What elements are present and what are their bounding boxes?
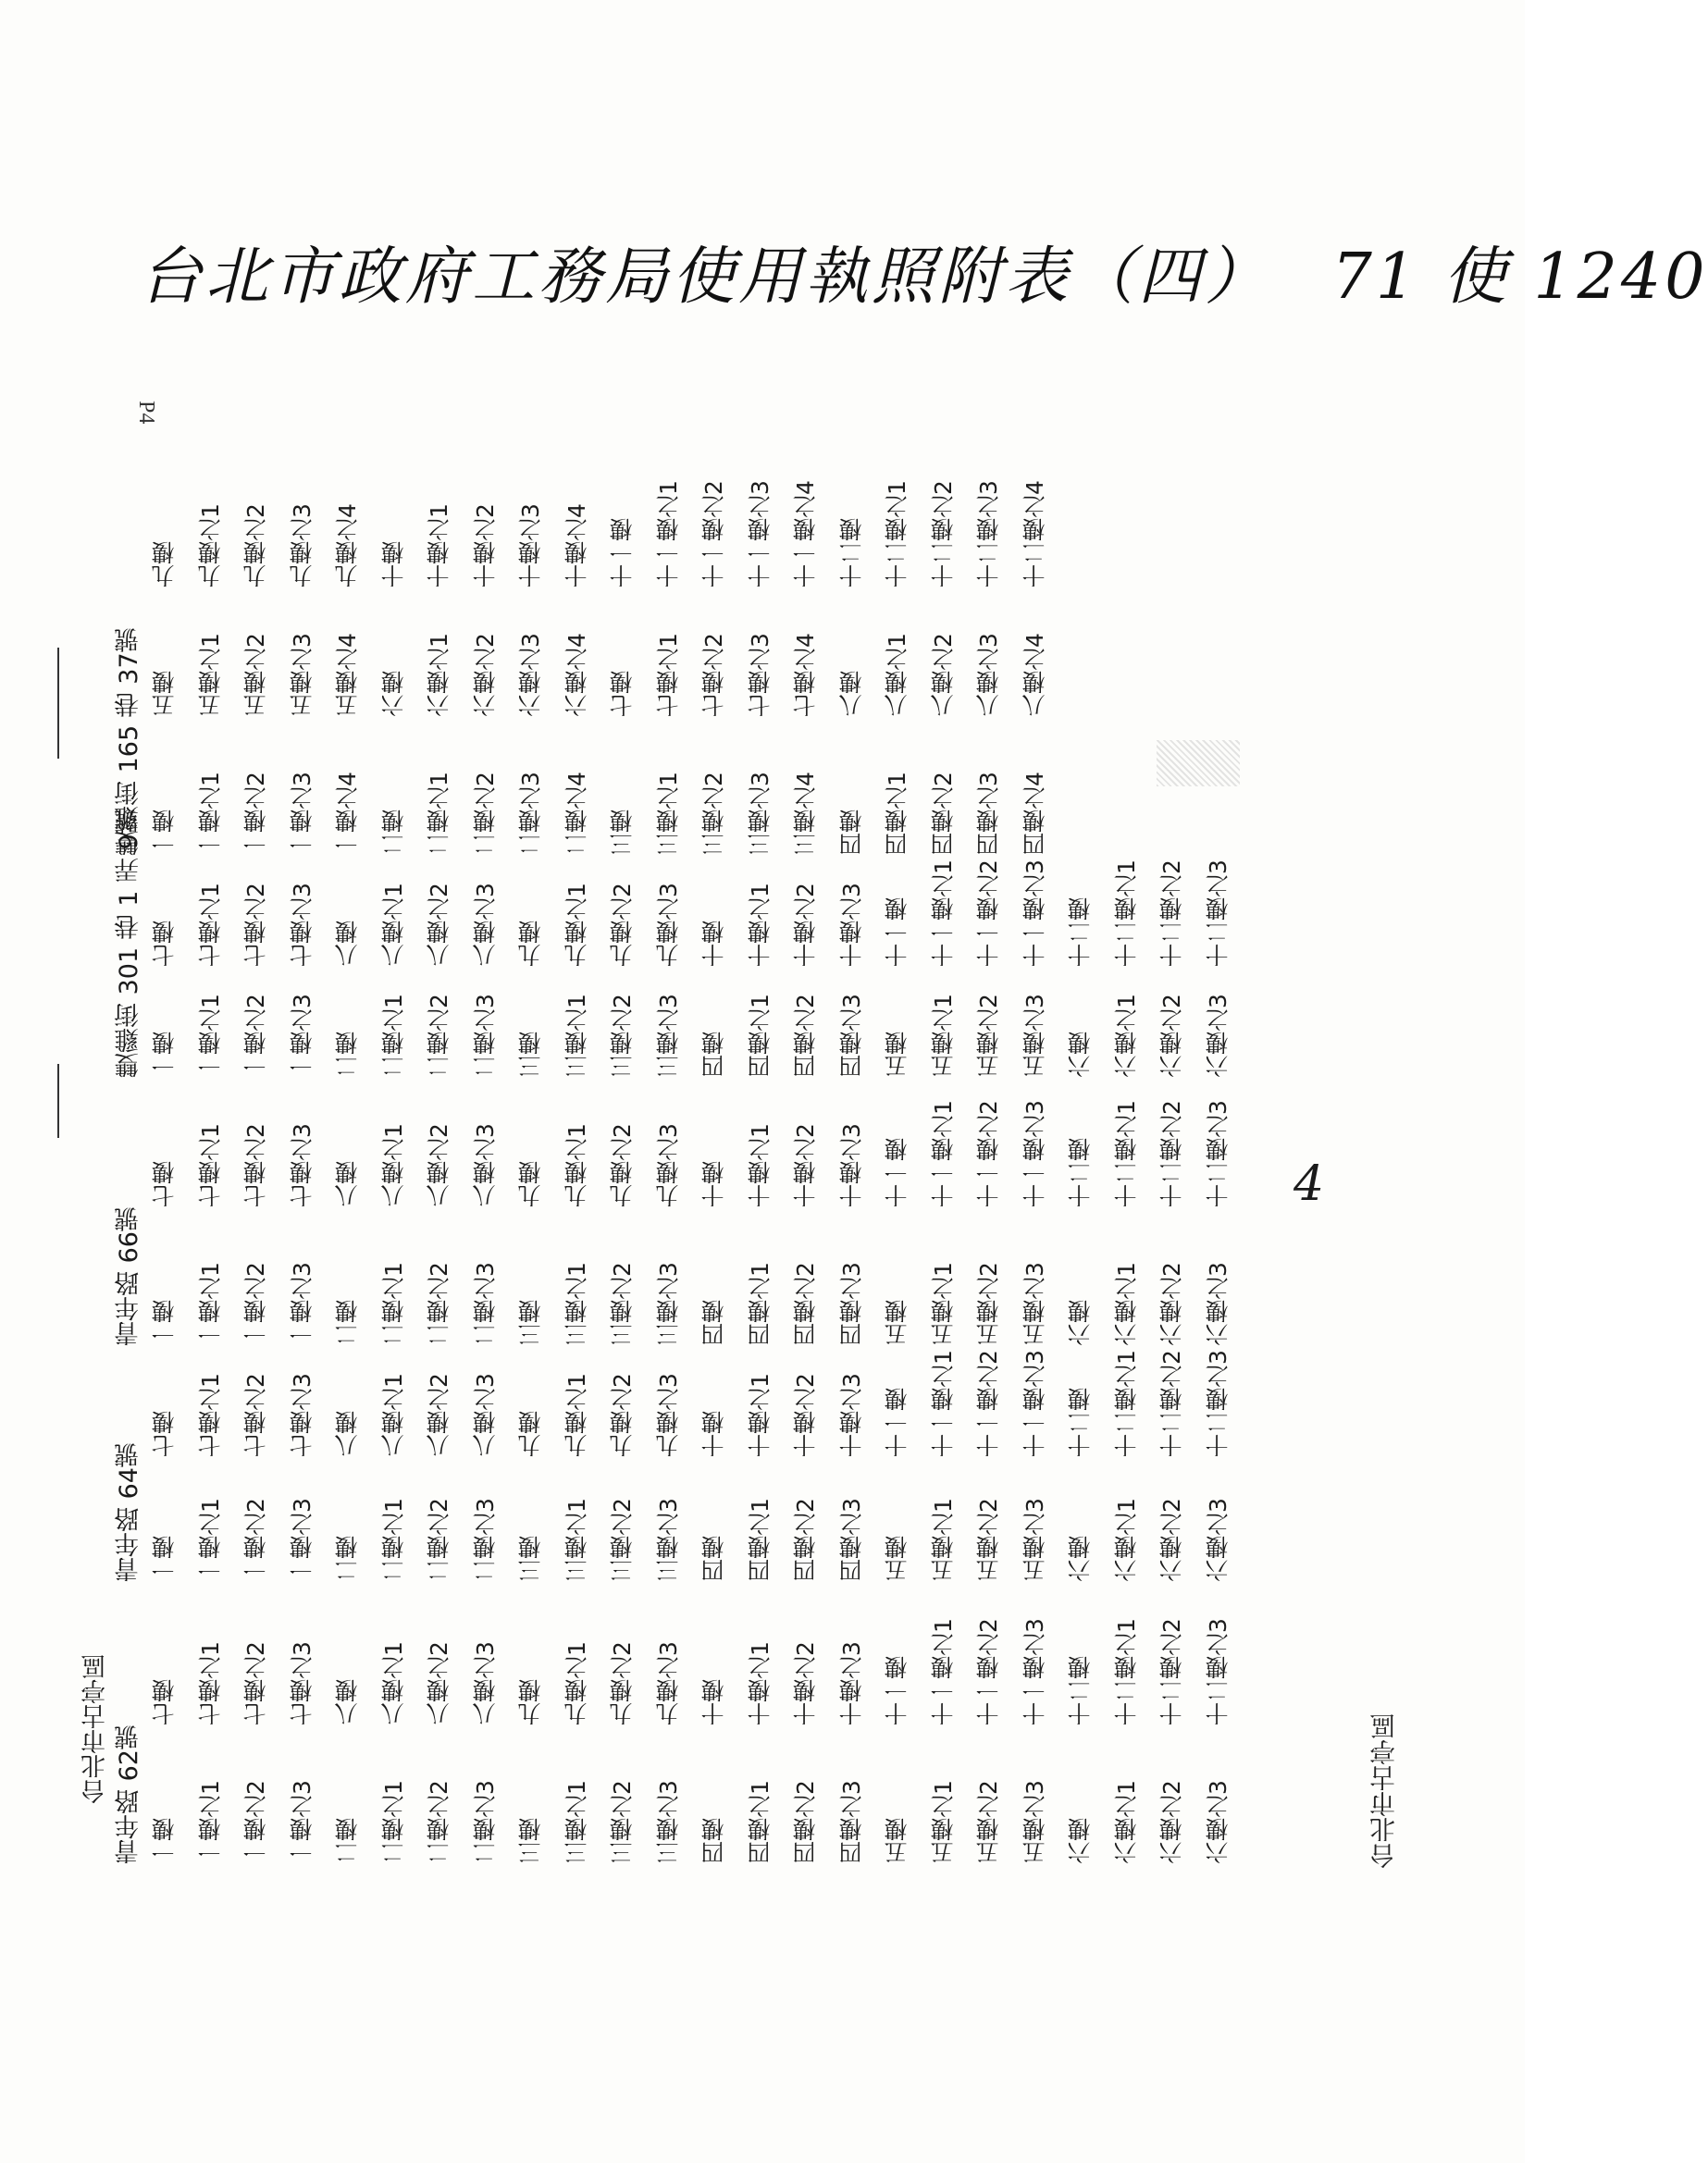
floor-label: 六樓 [1067,1300,1094,1346]
floor-label: 八樓之2 [426,1373,452,1457]
floor-label: 九樓 [517,921,544,967]
floor-label: 二樓之2 [426,1262,452,1346]
floor-label: 四樓之3 [837,1780,865,1864]
floor-label: 十一樓之3 [1021,1100,1048,1207]
floor-label: 八樓 [837,671,865,717]
floor-label: 一樓 [151,1032,178,1078]
floor-label: 六樓之1 [1112,1262,1140,1346]
floor-label: 十一樓之2 [975,859,1002,967]
floor-label: 八樓之1 [884,633,910,717]
floor-label: 二樓之1 [379,994,407,1078]
floor-label: 十樓 [700,1411,727,1457]
floor-label: 九樓之1 [196,503,224,587]
floor-label: 二樓 [379,810,407,856]
floor-label: 一樓之3 [288,1780,316,1864]
floor-label: 二樓之2 [426,1780,452,1864]
floor-label: 八樓 [334,1679,361,1725]
floor-label: 五樓之3 [288,633,316,717]
floor-label: 十樓之1 [746,883,774,967]
floor-label: 二樓之3 [471,1780,499,1864]
floor-label: 九樓之2 [609,883,636,967]
stamp-mark [1157,740,1240,786]
floor-label: 六樓之3 [517,633,544,717]
floor-label: 六樓之3 [1204,994,1231,1078]
floor-label: 十樓 [700,1679,727,1725]
floor-label: 八樓之2 [426,1641,452,1725]
floor-label: 三樓之1 [563,994,590,1078]
floor-label: 三樓之3 [654,1780,682,1864]
floor-label: 十二樓之1 [1112,1100,1140,1207]
floor-label: 十樓之2 [792,1641,819,1725]
floor-label: 十一樓之3 [1021,1618,1048,1725]
floor-label: 十二樓之2 [1158,1618,1185,1725]
floor-label: 八樓之3 [471,1641,499,1725]
page-number: P4 [134,401,158,425]
floor-label: 三樓之2 [609,1262,636,1346]
floor-label: 四樓之1 [746,1498,774,1582]
floor-label: 十二樓 [1067,1138,1094,1207]
floor-label: 六樓之2 [471,633,499,717]
floor-label: 四樓 [700,1818,727,1864]
floor-label: 六樓之1 [1112,994,1140,1078]
floor-label: 二樓之2 [471,772,499,856]
floor-label: 五樓之1 [929,1262,957,1346]
floor-label: 四樓 [700,1300,727,1346]
floor-label: 十二樓之4 [1021,480,1048,587]
floor-label: 一樓之2 [242,1498,269,1582]
floor-label: 五樓之2 [975,1780,1002,1864]
floor-label: 一樓之4 [334,772,361,856]
floor-label: 十一樓 [884,1656,910,1725]
floor-label: 九樓之3 [288,503,316,587]
floor-label: 十一樓 [884,1138,910,1207]
floor-label: 三樓之1 [563,1498,590,1582]
floor-label: 八樓 [334,1411,361,1457]
floor-label: 九樓 [151,541,178,587]
floor-label: 六樓 [1067,1818,1094,1864]
floor-label: 三樓 [517,1032,544,1078]
floor-label: 六樓 [1067,1032,1094,1078]
floor-label: 一樓之1 [196,772,224,856]
floor-label: 一樓 [151,1300,178,1346]
floor-label: 五樓 [884,1536,910,1582]
floor-label: 七樓之3 [288,883,316,967]
floor-label: 一樓之3 [288,1498,316,1582]
floor-label: 四樓之1 [884,772,910,856]
floor-label: 八樓之4 [1021,633,1048,717]
floor-label: 十一樓之3 [1021,859,1048,967]
floor-label: 三樓 [517,1536,544,1582]
floor-label: 一樓 [151,1536,178,1582]
floor-label: 五樓 [884,1032,910,1078]
floor-label: 二樓之1 [379,1498,407,1582]
district-label: 台北市古亭區 [81,1654,110,1804]
floor-label: 十一樓之3 [1021,1350,1048,1457]
floor-label: 三樓之1 [654,772,682,856]
floor-label: 三樓之3 [654,1498,682,1582]
floor-label: 七樓之3 [288,1373,316,1457]
floor-label: 二樓之3 [471,1498,499,1582]
floor-label: 一樓之1 [196,1262,224,1346]
floor-label: 十樓之3 [517,503,544,587]
floor-label: 七樓之2 [242,883,269,967]
floor-label: 三樓之2 [609,1498,636,1582]
floor-label: 四樓之2 [792,1780,819,1864]
floor-label: 十二樓之2 [929,480,957,587]
floor-label: 六樓之3 [1204,1262,1231,1346]
floor-label: 八樓之1 [379,1373,407,1457]
floor-label: 六樓 [379,671,407,717]
floor-label: 二樓 [334,1032,361,1078]
floor-label: 七樓之1 [196,1641,224,1725]
floor-label: 十一樓之3 [746,480,774,587]
floor-label: 八樓之3 [471,1373,499,1457]
floor-label: 九樓 [517,1411,544,1457]
floor-label: 二樓之3 [471,994,499,1078]
floor-label: 十一樓 [884,1388,910,1457]
floor-label: 七樓之4 [792,633,819,717]
floor-label: 十一樓之2 [700,480,727,587]
floor-label: 二樓 [334,1818,361,1864]
building-address: 青年路 66號 [115,1206,143,1346]
floor-label: 三樓之1 [563,1262,590,1346]
floor-label: 七樓之2 [242,1123,269,1207]
floor-label: 六樓之1 [1112,1780,1140,1864]
floor-label: 二樓 [334,1536,361,1582]
floor-label: 四樓 [700,1032,727,1078]
floor-label: 八樓 [334,921,361,967]
floor-label: 十二樓之3 [1204,859,1231,967]
floor-label: 十二樓之3 [1204,1618,1231,1725]
floor-label: 十樓之4 [563,503,590,587]
floor-label: 五樓之3 [1021,1498,1048,1582]
floor-label: 五樓 [151,671,178,717]
floor-label: 六樓之1 [426,633,452,717]
floor-label: 九樓 [517,1161,544,1207]
floor-label: 七樓之3 [288,1641,316,1725]
floor-label: 十一樓之2 [975,1100,1002,1207]
building-address: 雙雞街 165 巷 37號 [115,627,143,856]
floor-label: 四樓之4 [1021,772,1048,856]
floor-label: 六樓之1 [1112,1498,1140,1582]
title-handwritten-suffix: 71 使 1240 [1331,241,1708,314]
floor-label: 八樓 [334,1161,361,1207]
title-text: 台北市政府工務局使用執照附表（四） [139,241,1272,314]
floor-label: 三樓之2 [609,1780,636,1864]
floor-label: 四樓之1 [746,994,774,1078]
floor-label: 十一樓之1 [929,1350,957,1457]
floor-label: 二樓之2 [426,994,452,1078]
floor-label: 九樓之3 [654,883,682,967]
floor-label: 十二樓之3 [975,480,1002,587]
floor-label: 十二樓之3 [1204,1100,1231,1207]
floor-label: 六樓之3 [1204,1498,1231,1582]
scan-mark [57,1064,59,1138]
building-address: 青年路 62號 [115,1724,143,1864]
floor-label: 八樓之3 [471,883,499,967]
floor-label: 九樓之4 [334,503,361,587]
floor-label: 十樓之3 [837,883,865,967]
floor-label: 十一樓之1 [929,1618,957,1725]
floor-label: 四樓 [700,1536,727,1582]
floor-label: 九樓之1 [563,1123,590,1207]
floor-label: 一樓之3 [288,1262,316,1346]
floor-label: 九樓 [517,1679,544,1725]
floor-label: 十二樓之2 [1158,1100,1185,1207]
floor-label: 十二樓 [1067,897,1094,967]
floor-label: 八樓之1 [379,883,407,967]
floor-label: 三樓之1 [563,1780,590,1864]
floor-label: 十二樓 [1067,1656,1094,1725]
floor-label: 九樓之1 [563,883,590,967]
floor-label: 八樓之2 [426,1123,452,1207]
floor-label: 一樓之1 [196,994,224,1078]
floor-label: 十樓之2 [792,1373,819,1457]
floor-label: 十一樓之4 [792,480,819,587]
floor-label: 六樓之2 [1158,994,1185,1078]
floor-label: 十二樓之2 [1158,859,1185,967]
floor-label: 五樓之1 [929,1780,957,1864]
floor-label: 九樓之2 [242,503,269,587]
floor-label: 十樓之1 [426,503,452,587]
floor-label: 七樓之3 [746,633,774,717]
floor-label: 十一樓 [609,518,636,587]
building-address: 雙雞街 301 巷 1 弄 9號 [115,809,143,1078]
floor-label: 十樓之3 [837,1641,865,1725]
building-address: 青年路 64號 [115,1442,143,1582]
floor-label: 二樓之1 [426,772,452,856]
floor-label: 一樓之1 [196,1498,224,1582]
floor-label: 十二樓 [837,518,865,587]
floor-label: 二樓之1 [379,1780,407,1864]
floor-label: 十二樓 [1067,1388,1094,1457]
floor-label: 十樓 [379,541,407,587]
floor-label: 十樓之1 [746,1123,774,1207]
floor-label: 十樓之3 [837,1373,865,1457]
floor-label: 八樓之3 [975,633,1002,717]
floor-label: 四樓之2 [792,1498,819,1582]
floor-label: 九樓之1 [563,1641,590,1725]
floor-label: 五樓 [884,1818,910,1864]
floor-label: 四樓之2 [792,994,819,1078]
floor-label: 五樓之2 [975,1498,1002,1582]
floor-label: 七樓之2 [242,1641,269,1725]
floor-label: 三樓之2 [609,994,636,1078]
floor-label: 六樓之2 [1158,1780,1185,1864]
floor-label: 五樓之3 [1021,1262,1048,1346]
floor-label: 一樓之2 [242,1262,269,1346]
floor-label: 十樓 [700,1161,727,1207]
floor-label: 十二樓之1 [884,480,910,587]
floor-label: 五樓之1 [196,633,224,717]
floor-label: 九樓之3 [654,1641,682,1725]
floor-label: 三樓之3 [654,1262,682,1346]
floor-label: 十一樓之1 [929,859,957,967]
floor-label: 九樓之2 [609,1641,636,1725]
floor-label: 十樓之2 [792,883,819,967]
floor-label: 八樓之1 [379,1641,407,1725]
floor-label: 四樓 [837,810,865,856]
floor-label: 六樓之2 [1158,1262,1185,1346]
floor-label: 一樓之2 [242,994,269,1078]
floor-label: 一樓 [151,1818,178,1864]
floor-label: 十一樓 [884,897,910,967]
floor-label: 八樓之1 [379,1123,407,1207]
floor-label: 五樓之1 [929,994,957,1078]
floor-label: 一樓 [151,810,178,856]
floor-label: 六樓 [1067,1536,1094,1582]
floor-label: 七樓 [151,921,178,967]
floor-label: 三樓之3 [746,772,774,856]
floor-label: 十二樓之1 [1112,1618,1140,1725]
floor-label: 四樓之1 [746,1262,774,1346]
floor-label: 十樓之3 [837,1123,865,1207]
floor-label: 五樓之3 [1021,1780,1048,1864]
floor-label: 五樓之3 [1021,994,1048,1078]
floor-label: 七樓之1 [654,633,682,717]
floor-label: 六樓之2 [1158,1498,1185,1582]
floor-label: 七樓 [151,1411,178,1457]
floor-label: 八樓之2 [426,883,452,967]
floor-label: 十二樓之3 [1204,1350,1231,1457]
floor-label: 七樓之2 [242,1373,269,1457]
floor-label: 三樓 [517,1300,544,1346]
floor-label: 四樓之2 [929,772,957,856]
floor-label: 五樓之2 [975,1262,1002,1346]
floor-label: 二樓之3 [471,1262,499,1346]
floor-label: 二樓之3 [517,772,544,856]
floor-label: 九樓之3 [654,1373,682,1457]
floor-label: 十一樓之1 [654,480,682,587]
floor-label: 六樓之4 [563,633,590,717]
floor-label: 三樓 [609,810,636,856]
floor-label: 七樓 [151,1161,178,1207]
floor-label: 五樓之2 [975,994,1002,1078]
floor-label: 一樓之1 [196,1780,224,1864]
floor-label: 八樓之3 [471,1123,499,1207]
scan-mark [57,648,59,759]
floor-label: 三樓之2 [700,772,727,856]
floor-label: 一樓之3 [288,772,316,856]
floor-label: 七樓之1 [196,883,224,967]
floor-label: 五樓之2 [242,633,269,717]
floor-label: 五樓之1 [929,1498,957,1582]
floor-label: 十一樓之1 [929,1100,957,1207]
floor-label: 十一樓之2 [975,1350,1002,1457]
floor-label: 四樓之3 [975,772,1002,856]
floor-label: 十樓之2 [792,1123,819,1207]
floor-label: 二樓 [334,1300,361,1346]
floor-label: 一樓之2 [242,1780,269,1864]
floor-label: 二樓之1 [379,1262,407,1346]
floor-label: 九樓之1 [563,1373,590,1457]
floor-label: 十一樓之2 [975,1618,1002,1725]
floor-label: 八樓之2 [929,633,957,717]
document-title [139,227,1708,314]
floor-label: 一樓之3 [288,994,316,1078]
floor-label: 七樓 [609,671,636,717]
floor-label: 十樓之1 [746,1373,774,1457]
floor-label: 七樓 [151,1679,178,1725]
floor-label: 三樓之4 [792,772,819,856]
floor-label: 五樓 [884,1300,910,1346]
floor-label: 五樓之4 [334,633,361,717]
floor-label: 十樓之1 [746,1641,774,1725]
floor-label: 九樓之2 [609,1373,636,1457]
floor-label: 三樓之3 [654,994,682,1078]
floor-label: 四樓之1 [746,1780,774,1864]
floor-label: 六樓之3 [1204,1780,1231,1864]
floor-label: 四樓之3 [837,1262,865,1346]
floor-label: 十二樓之1 [1112,1350,1140,1457]
floor-label: 三樓 [517,1818,544,1864]
floor-label: 七樓之1 [196,1373,224,1457]
floor-label: 九樓之3 [654,1123,682,1207]
floor-label: 七樓之1 [196,1123,224,1207]
floor-label: 七樓之3 [288,1123,316,1207]
floor-label: 九樓之2 [609,1123,636,1207]
floor-label: 十樓 [700,921,727,967]
floor-label: 十樓之2 [471,503,499,587]
floor-label: 四樓之3 [837,1498,865,1582]
floor-label: 十二樓之1 [1112,859,1140,967]
floor-label: 二樓之2 [426,1498,452,1582]
handwritten-note: 4 [1293,1156,1325,1212]
floor-label: 十二樓之2 [1158,1350,1185,1457]
floor-label: 二樓之4 [563,772,590,856]
floor-label: 四樓之3 [837,994,865,1078]
footer-district: 台北市古亭區 [1368,1713,1399,1869]
floor-label: 一樓之2 [242,772,269,856]
floor-label: 四樓之2 [792,1262,819,1346]
floor-label: 七樓之2 [700,633,727,717]
